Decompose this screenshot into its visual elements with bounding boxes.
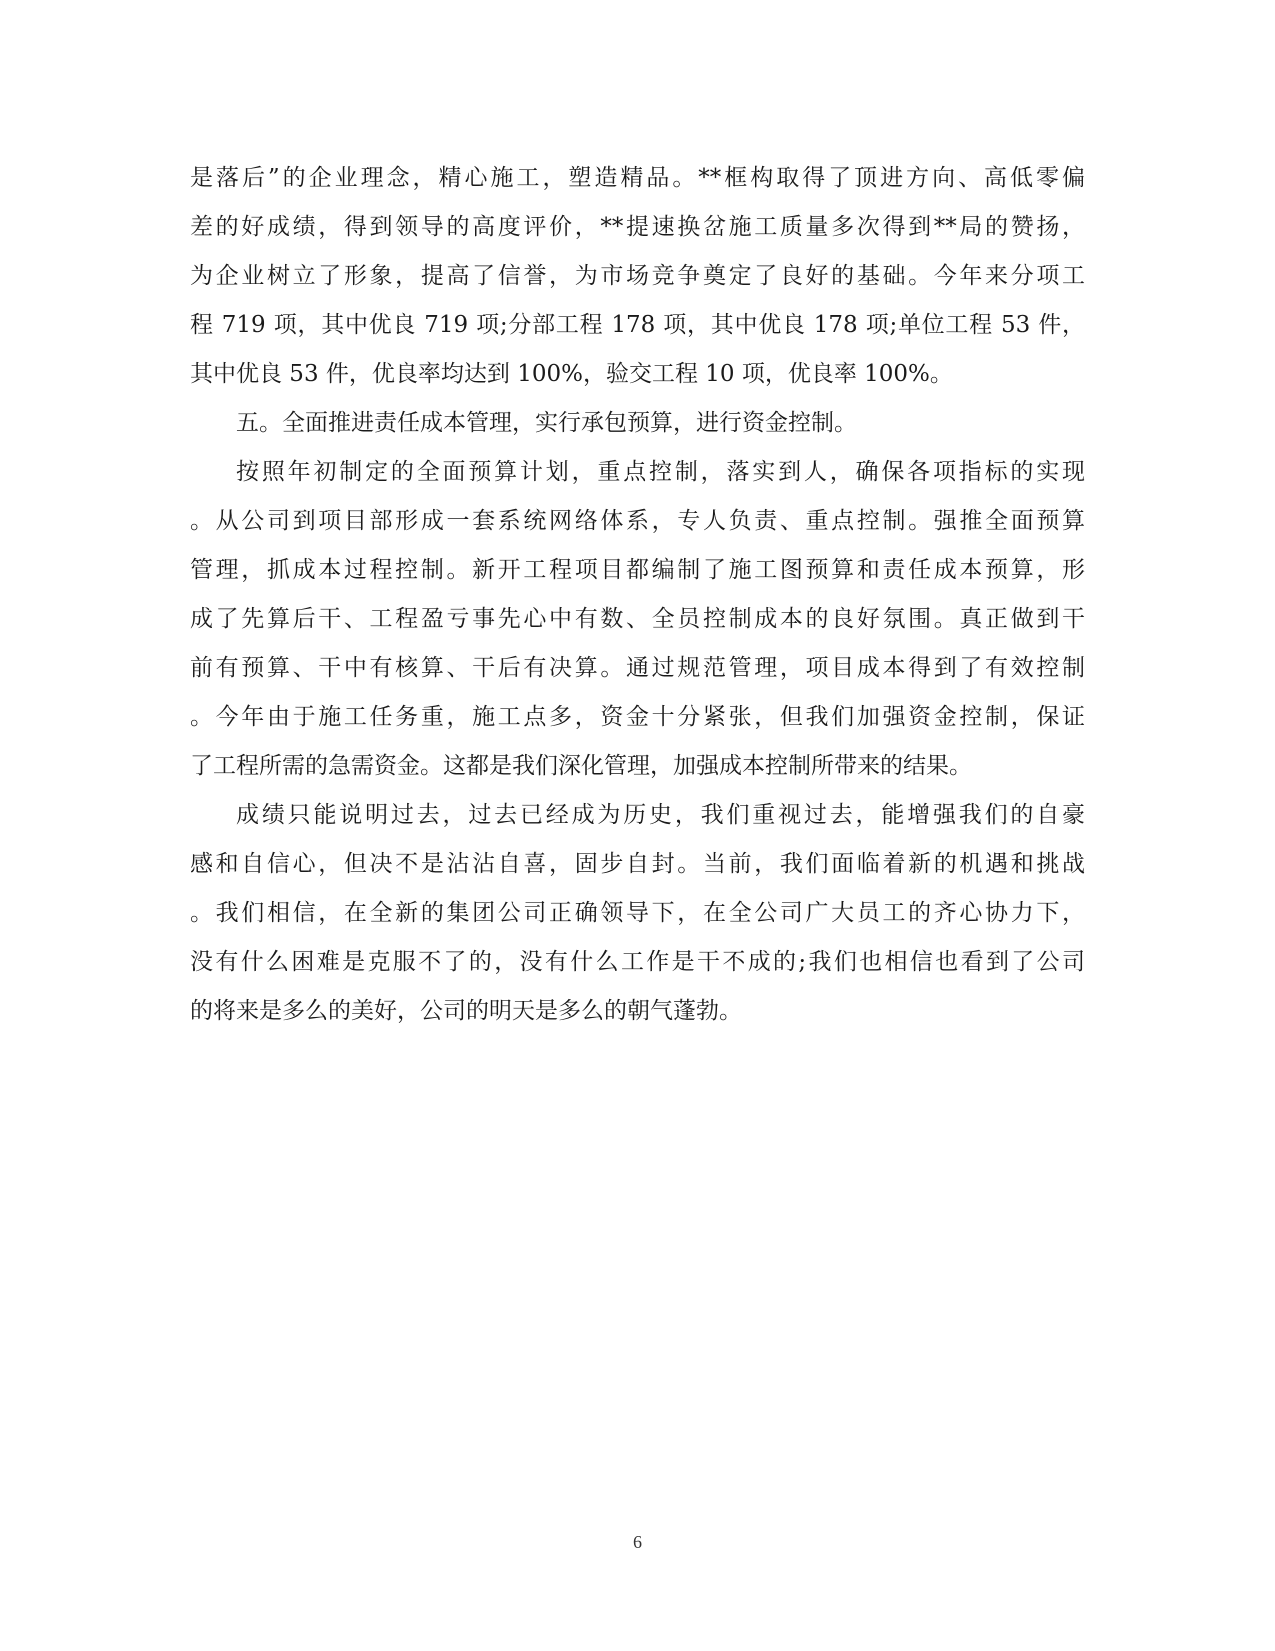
document-body [190, 154, 1085, 1036]
text-line: 成绩只能说明过去，过去已经成为历史，我们重视过去，能增强我们的自豪 [236, 802, 1085, 828]
text-line: 了工程所需的急需资金。这都是我们深化管理，加强成本控制所带来的结果。 [190, 753, 972, 779]
paragraph-budget-control [190, 448, 1085, 791]
paragraph-quality-results [190, 154, 1085, 399]
text-line: 为企业树立了形象，提高了信誉，为市场竞争奠定了良好的基础。今年来分项工 [190, 263, 1085, 289]
text-line: 差的好成绩，得到领导的高度评价，**提速换岔施工质量多次得到**局的赞扬， [190, 214, 1085, 240]
text-line: 程 719 项，其中优良 719 项;分部工程 178 项，其中优良 178 项;单位工程 53 件， [190, 312, 1085, 338]
text-line: 。从公司到项目部形成一套系统网络体系，专人负责、重点控制。强推全面预算 [190, 508, 1085, 534]
section-heading: 五。全面推进责任成本管理，实行承包预算，进行资金控制。 [236, 410, 857, 436]
text-line: 成了先算后干、工程盈亏事先心中有数、全员控制成本的良好氛围。真正做到干 [190, 606, 1085, 632]
text-line: 管理，抓成本过程控制。新开工程项目都编制了施工图预算和责任成本预算，形 [190, 557, 1085, 583]
text-line: 。今年由于施工任务重，施工点多，资金十分紧张，但我们加强资金控制，保证 [190, 704, 1085, 730]
text-line: 是落后”的企业理念，精心施工，塑造精品。**框构取得了顶进方向、高低零偏 [190, 165, 1085, 191]
text-line: 感和自信心，但决不是沾沾自喜，固步自封。当前，我们面临着新的机遇和挑战 [190, 851, 1085, 877]
section-heading-five [190, 399, 1085, 448]
text-line: 其中优良 53 件，优良率均达到 100%，验交工程 10 项，优良率 100%。 [190, 361, 953, 387]
paragraph-conclusion [190, 791, 1085, 1036]
text-line: 按照年初制定的全面预算计划，重点控制，落实到人，确保各项指标的实现 [236, 459, 1085, 485]
page-number: 6 [633, 1532, 642, 1552]
text-line: 前有预算、干中有核算、干后有决算。通过规范管理，项目成本得到了有效控制 [190, 655, 1085, 681]
text-line: 的将来是多么的美好，公司的明天是多么的朝气蓬勃。 [190, 998, 742, 1024]
text-line: 没有什么困难是克服不了的，没有什么工作是干不成的;我们也相信也看到了公司 [190, 949, 1085, 975]
text-line: 。我们相信，在全新的集团公司正确领导下，在全公司广大员工的齐心协力下， [190, 900, 1085, 926]
